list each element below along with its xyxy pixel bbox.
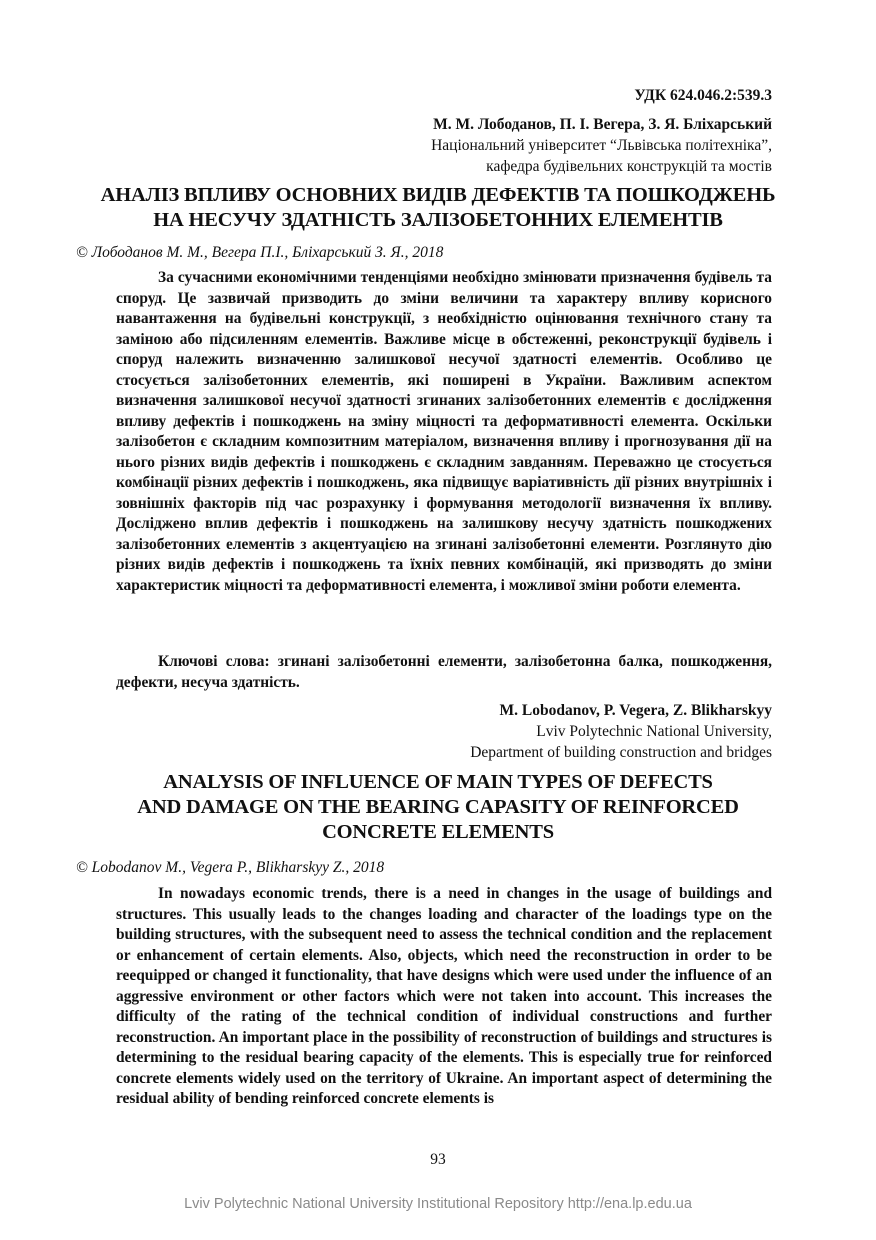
title-ua-line2: НА НЕСУЧУ ЗДАТНІСТЬ ЗАЛІЗОБЕТОННИХ ЕЛЕМЕНТІВ [153,209,723,231]
copyright-en: © Lobodanov M., Vegera P., Blikharskyy Z., 2018 [76,859,385,876]
affiliation-en-line2: Department of building construction and bridges [470,744,772,761]
author-names-ua: М. М. Лободанов, П. І. Вегера, З. Я. Бліхарський [433,116,772,133]
title-en-line3: CONCRETE ELEMENTS [322,821,554,843]
page-number: 93 [430,1151,446,1168]
affiliation-ua-line2: кафедра будівельних конструкцій та мостів [486,158,772,175]
authors-block-en [470,700,772,763]
keywords-ua-text: Ключові слова: згинані залізобетонні елементи, залізобетонна балка, пошкодження, дефекти, несуча здатність. [116,653,772,691]
udk-code: УДК 624.046.2:539.3 [634,87,772,104]
affiliation-ua-line1: Національний університет “Львівська політехніка”, [431,137,772,154]
authors-block-ua [431,114,772,177]
title-en-line1: ANALYSIS OF INFLUENCE OF MAIN TYPES OF DEFECTS [163,771,713,793]
title-ua-line1: АНАЛІЗ ВПЛИВУ ОСНОВНИХ ВИДІВ ДЕФЕКТІВ ТА ПОШКОДЖЕНЬ [100,184,776,206]
copyright-ua: © Лободанов М. М., Вегера П.І., Бліхарський З. Я., 2018 [76,244,444,261]
author-names-en: M. Lobodanov, P. Vegera, Z. Blikharskyy [499,702,772,719]
repository-footer: Lviv Polytechnic National University Institutional Repository http://ena.lp.edu.ua [184,1196,692,1212]
abstract-en [116,884,772,1110]
title-en-line2: AND DAMAGE ON THE BEARING CAPASITY OF REINFORCED [137,796,739,818]
affiliation-en-line1: Lviv Polytechnic National University, [536,723,772,740]
abstract-ua-text: За сучасними економічними тенденціями необхідно змінювати призначення будівель та споруд. Це зазвичай призводить до зміни величини та характеру впливу корисного навантаження на будівельні конструкції, з необхідністю оцінювання технічного стану та заміною або підсиленням елементів. Важливе місце в обстеженні, реконструкції будівель і споруд належить визначенню залишкової несучої здатності елементів. Особливо це стосується залізобетонних елементів, які поширені в України. Важливим аспектом визначення залишкової несучої здатності згинаних залізобетонних елементів є дослідження впливу дефектів і пошкоджень на зміну міцності та деформативності елемента. Оскільки залізобетон є складним композитним матеріалом, визначення впливу і прогнозування дії на нього різних видів дефектів і пошкоджень є складним завданням. Переважно це стосується комбінації різних дефектів і пошкоджень, яка підвищує варіативність дії різних внутрішніх і зовнішніх факторів під час розрахунку і формування методології визначення їх впливу. Досліджено вплив дефектів і пошкоджень на залишкову несучу здатність пошкоджених залізобетонних елементів з акцентуацією на згинані залізобетонні елементи. Розглянуто дію різних видів дефектів і пошкоджень та їхніх певних комбінацій, які призводять до зміни характеристик міцності та деформативності елемента, і можливої зміни роботи елемента. [116,269,772,594]
paper-title-en [64,770,812,845]
abstract-ua [116,268,772,596]
keywords-ua [116,652,772,693]
abstract-en-text: In nowadays economic trends, there is a need in changes in the usage of buildings and structures. This usually leads to the changes loading and character of the loadings type on the building structures, with the subsequent need to assess the technical condition and the replacement or enhancement of certain elements. Also, objects, which need the reconstruction in order to be reequipped or changed it functionality, that have designs which were used under the influence of an aggressive environment or other factors which were not taken into account. This increases the difficulty of the rating of the technical condition of individual constructions and further reconstruction. An important place in the possibility of reconstruction of buildings and structures is determining to the residual bearing capacity of the elements. This is especially true for reinforced concrete elements widely used on the territory of Ukraine. An important aspect of determining the residual ability of bending reinforced concrete elements is [116,885,772,1107]
paper-title-ua [64,183,812,233]
